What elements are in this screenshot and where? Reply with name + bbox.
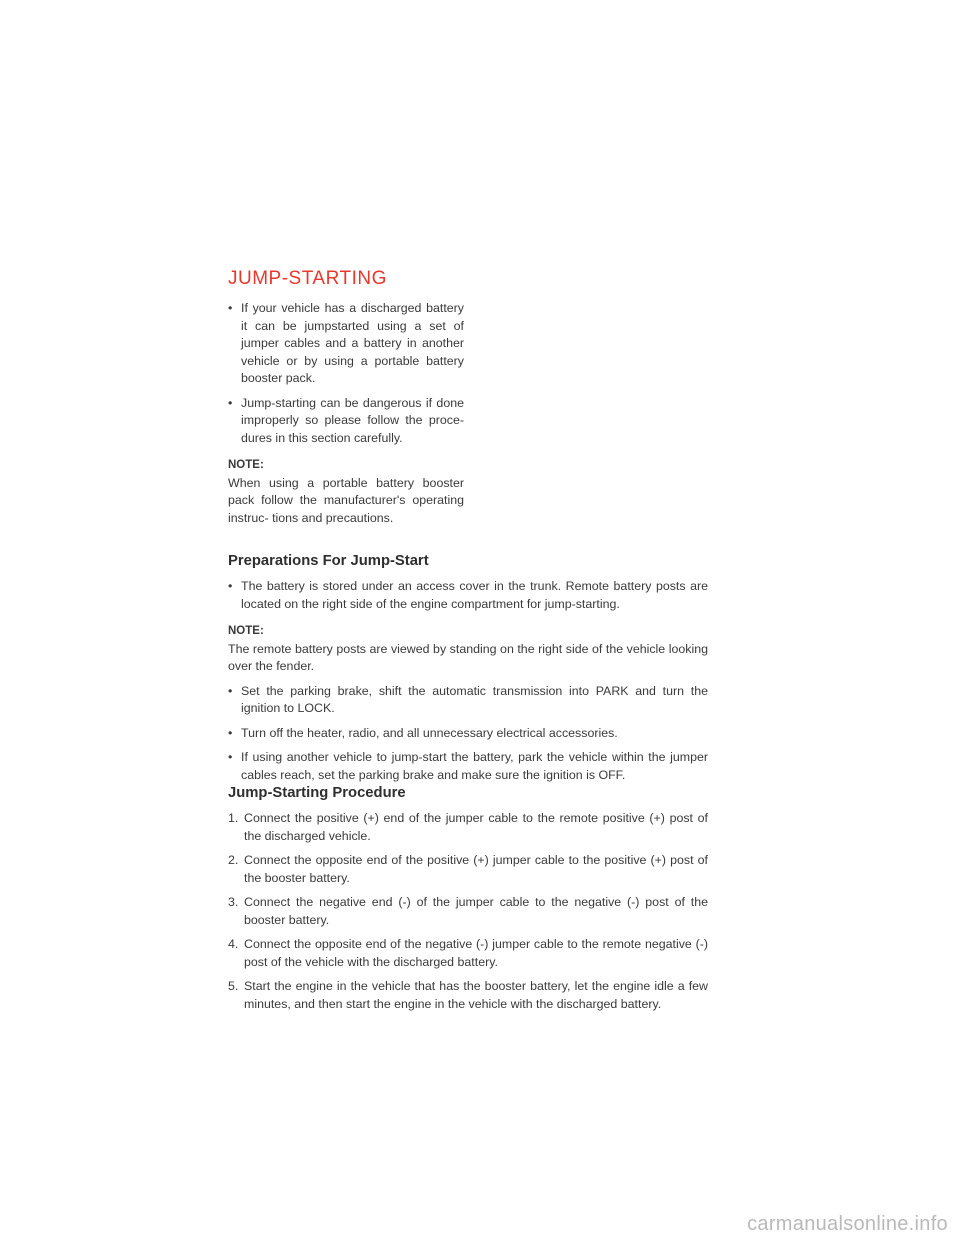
list-item: 4. Connect the opposite end of the negative (-) jumper cable to the remote negative (-) post of the vehicle with the discharged battery. [228, 937, 708, 969]
list-item: • If using another vehicle to jump-start the battery, park the vehicle within the jumper cables reach, set the parking brake and make sure the ignition is OFF. [228, 750, 708, 782]
step-number: 5. [228, 979, 239, 993]
list-item: • Set the parking brake, shift the automatic transmission into PARK and turn the ignition to LOCK. [228, 683, 708, 715]
list-item: • Jump-starting can be dangerous if done improperly so please follow the proce- dures in this section carefully. [228, 395, 464, 445]
note-label: NOTE: [228, 459, 264, 471]
bullet-icon: • [228, 683, 233, 698]
list-item: • If your vehicle has a discharged battery it can be jumpstarted using a set of jumper cables and a battery in another vehicle or by using a portable battery booster pack. [228, 301, 464, 385]
preparations-bullet-list-2 [228, 683, 708, 785]
list-item: 1. Connect the positive (+) end of the jumper cable to the remote positive (+) post of the discharged vehicle. [228, 811, 708, 843]
bullet-icon: • [228, 579, 233, 593]
list-item: • The battery is stored under an access cover in the trunk. Remote battery posts are located on the right side of the engine compartment for jump-starting. [228, 579, 708, 611]
intro-bullet-list [228, 300, 464, 447]
note-text: When using a portable battery booster pack follow the manufacturer's operating instruc- tions and precautions. [228, 475, 464, 525]
preparations-section [228, 578, 708, 791]
preparations-heading: Preparations For Jump-Start [228, 553, 429, 569]
procedure-section [228, 810, 708, 1020]
section-title: JUMP-STARTING [228, 268, 387, 289]
step-number: 1. [228, 811, 239, 825]
note-label: NOTE: [228, 625, 264, 637]
list-item: 3. Connect the negative end (-) of the jumper cable to the negative (-) post of the booster battery. [228, 895, 708, 927]
procedure-heading: Jump-Starting Procedure [228, 785, 406, 801]
bullet-icon: • [228, 395, 233, 410]
bullet-icon: • [228, 301, 233, 315]
bullet-icon: • [228, 750, 233, 764]
step-number: 2. [228, 853, 239, 867]
list-item: 5. Start the engine in the vehicle that has the booster battery, let the engine idle a few minutes, and then start the engine in the vehicle with the discharged battery. [228, 979, 708, 1011]
list-item: 2. Connect the opposite end of the positive (+) jumper cable to the positive (+) post of the booster battery. [228, 853, 708, 885]
step-number: 4. [228, 937, 239, 951]
step-number: 3. [228, 895, 239, 909]
intro-column [228, 300, 464, 534]
procedure-steps-list [228, 810, 708, 1013]
watermark: carmanualsonline.info [747, 1213, 948, 1235]
bullet-icon: • [228, 725, 233, 740]
list-item: • Turn off the heater, radio, and all unnecessary electrical accessories. [228, 725, 708, 743]
note-text: The remote battery posts are viewed by standing on the right side of the vehicle looking over the fender. [228, 641, 708, 673]
preparations-bullet-list [228, 578, 708, 613]
